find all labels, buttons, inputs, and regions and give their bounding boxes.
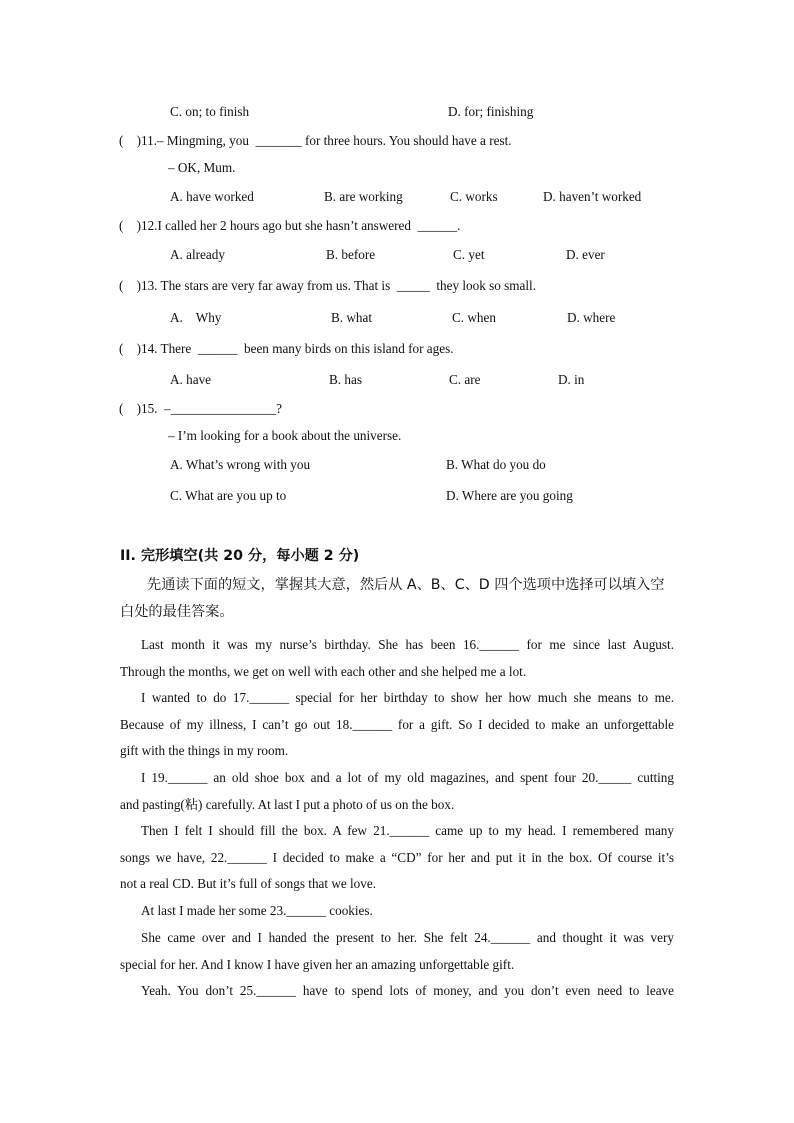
- q13-option-c: C. when: [452, 310, 496, 325]
- q14-stem: ( )14. There ______ been many birds on this island for ages.: [119, 341, 454, 356]
- q13-option-d: D. where: [567, 310, 616, 325]
- q11-stem: ( )11.– Mingming, you _______ for three hours. You should have a rest.: [119, 133, 512, 148]
- q13-option-a: A. Why: [170, 310, 222, 325]
- passage-paragraph-1: [120, 632, 674, 685]
- q13-stem: ( )13. The stars are very far away from us. That is _____ they look so small.: [119, 278, 537, 293]
- passage-line: She came over and I handed the present to her. She felt 24.______ and thought it was very: [141, 930, 674, 945]
- passage-line: Through the months, we get on well with each other and she helped me a lot.: [120, 663, 527, 679]
- passage-line: and pasting(粘) carefully. At last I put a photo of us on the box.: [120, 796, 455, 812]
- passage-line: Then I felt I should fill the box. A few 21.______ came up to my head. I remembered many: [141, 823, 674, 838]
- q15-option-b: B. What do you do: [446, 457, 546, 472]
- q11-option-a: A. have worked: [170, 189, 254, 204]
- q15-stem: ( )15. –________________?: [119, 401, 282, 416]
- q14-option-a: A. have: [170, 372, 212, 387]
- passage-line: Yeah. You don’t 25.______ have to spend lots of money, and you don’t even need to leave: [141, 983, 674, 998]
- q15-reply: – I’m looking for a book about the universe.: [168, 428, 402, 443]
- q10-option-c: C. on; to finish: [170, 104, 250, 119]
- q12-option-d: D. ever: [566, 247, 605, 262]
- passage-line: gift with the things in my room.: [120, 743, 289, 759]
- passage-line: At last I made her some 23.______ cookies.: [141, 903, 373, 918]
- q15-option-d: D. Where are you going: [446, 488, 573, 503]
- q11-option-d: D. haven’t worked: [543, 189, 642, 204]
- q13-option-b: B. what: [331, 310, 373, 325]
- passage-paragraph-7: [120, 978, 674, 1005]
- passage-line: I 19.______ an old shoe box and a lot of my old magazines, and spent four 20._____ cutting: [141, 770, 674, 785]
- passage-paragraph-4: [120, 818, 674, 898]
- q15-option-a: A. What’s wrong with you: [170, 457, 311, 472]
- q14-option-c: C. are: [449, 372, 481, 387]
- q14-option-b: B. has: [329, 372, 362, 387]
- q11-option-c: C. works: [450, 189, 498, 204]
- passage-line: Because of my illness, I can’t go out 18.______ for a gift. So I decided to make an unforgettable: [120, 716, 674, 732]
- q15-option-c: C. What are you up to: [170, 488, 287, 503]
- passage-line: I wanted to do 17.______ special for her birthday to show her how much she means to me.: [141, 690, 674, 705]
- passage-line: songs we have, 22.______ I decided to make a “CD” for her and put it in the box. Of course it’s: [120, 849, 674, 865]
- q12-stem: ( )12.I called her 2 hours ago but she hasn’t answered ______.: [119, 218, 461, 233]
- q12-option-b: B. before: [326, 247, 376, 262]
- q11-reply: – OK, Mum.: [168, 160, 236, 175]
- passage-paragraph-5: [120, 898, 674, 925]
- passage-paragraph-6: [120, 925, 674, 978]
- q12-option-a: A. already: [170, 247, 225, 262]
- section-instruction: 先通读下面的短文，掌握其大意，然后从 A、B、C、D 四个选项中选择可以填入空白处的最佳答案。: [120, 577, 665, 620]
- passage-line: special for her. And I know I have given her an amazing unforgettable gift.: [120, 956, 515, 972]
- passage-paragraph-2: [120, 685, 674, 765]
- q11-option-b: B. are working: [324, 189, 403, 204]
- passage-line: Last month it was my nurse’s birthday. She has been 16.______ for me since last August.: [141, 637, 674, 652]
- q12-option-c: C. yet: [453, 247, 485, 262]
- q14-option-d: D. in: [558, 372, 585, 387]
- q10-option-d: D. for; finishing: [448, 104, 534, 119]
- passage-line: not a real CD. But it’s full of songs that we love.: [120, 876, 377, 892]
- passage-paragraph-3: [120, 765, 674, 818]
- section-heading: II. 完形填空(共 20 分，每小题 2 分): [120, 548, 360, 564]
